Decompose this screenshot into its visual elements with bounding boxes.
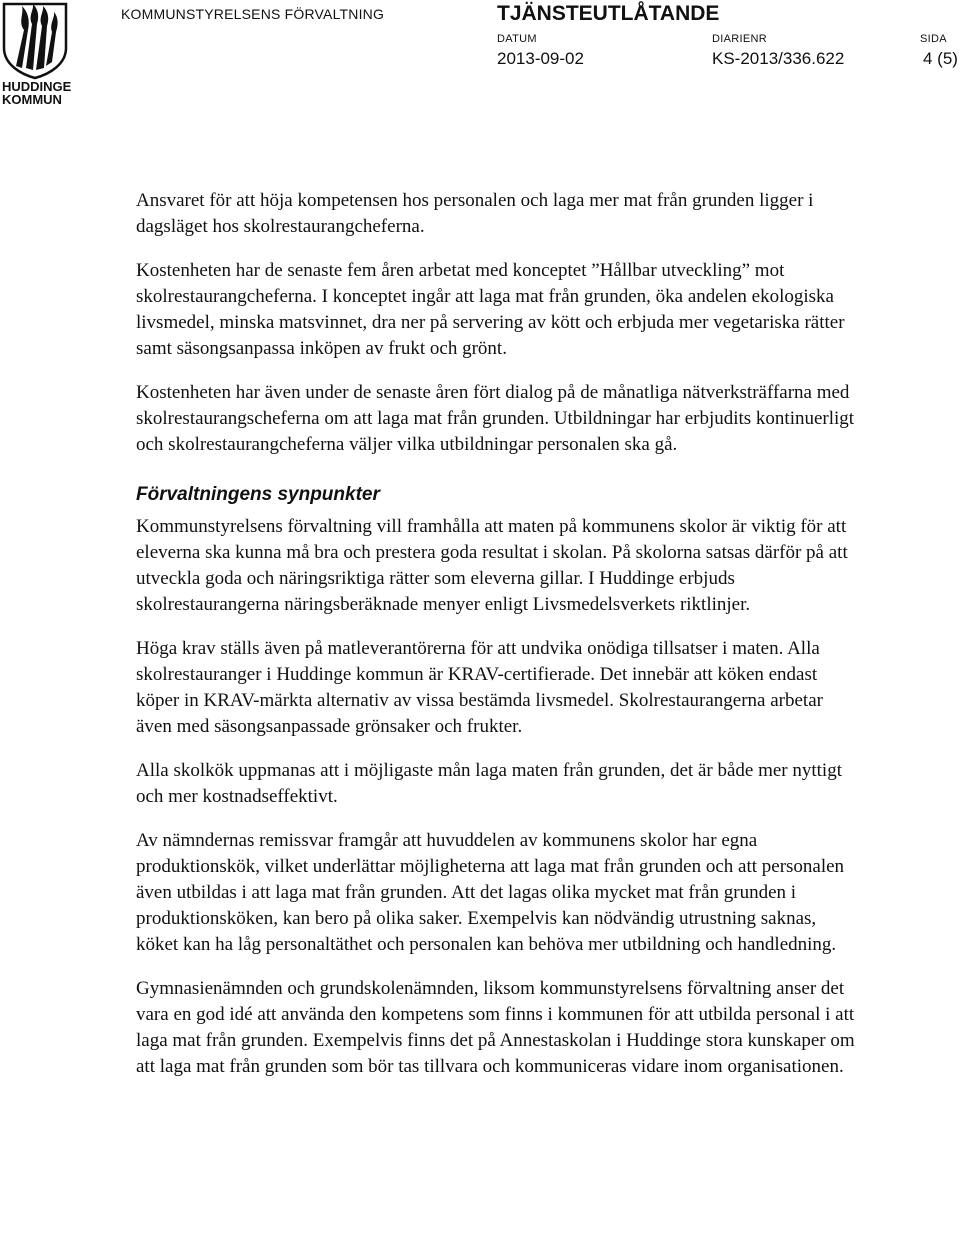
reference-label: DIARIENR [712,33,767,45]
paragraph: Kostenheten har de senaste fem åren arbetat med konceptet ”Hållbar utveckling” mot skolrestaurangcheferna. I konceptet ingår att laga mat från grunden, öka andelen ekologiska livsmedel, minska matsvinnet, dra ner på servering av kött och erbjuda mer vegetariska rätter samt säsongsanpassa inköpen av frukt och grönt. [136,260,845,359]
paragraph: Ansvaret för att höja kompetensen hos personalen och laga mer mat från grunden ligger i dagsläget hos skolrestaurangcheferna. [136,190,814,237]
municipality-logo [0,0,70,110]
page-number: 4 (5) [923,49,958,68]
reference-value: KS-2013/336.622 [712,49,845,68]
document-type: TJÄNSTEUTLÅTANDE [497,2,720,25]
date-label: DATUM [497,33,537,45]
paragraph: Gymnasienämnden och grundskolenämnden, liksom kommunstyrelsens förvaltning anser det vara en god idé att använda den kompetens som finns i kommunen för att utbilda personal i att laga mat från grunden. Exempelvis finns det på Annestaskolan i Huddinge stora kunskaper om att laga mat från grunden som bör tas tillvara och kommuniceras vidare inom organisationen. [136,978,855,1077]
paragraph: Höga krav ställs även på matleverantörerna för att undvika onödiga tillsatser i maten. Alla skolrestauranger i Huddinge kommun är KRAV-certifierade. Det innebär att köken endast köper in KRAV-märkta alternativ av vissa bestämda livsmedel. Skolrestaurangerna arbetar även med säsongsanpassade grönsaker och frukter. [136,638,823,737]
section-heading: Förvaltningens synpunkter [136,484,380,505]
paragraph: Alla skolkök uppmanas att i möjligaste mån laga maten från grunden, det är både mer nyttigt och mer kostnadseffektivt. [136,760,842,807]
logo-name-line1: HUDDINGE [2,79,72,94]
organization-name: KOMMUNSTYRELSENS FÖRVALTNING [121,6,385,22]
paragraph: Av nämndernas remissvar framgår att huvuddelen av kommunens skolor har egna produktionskök, vilket underlättar möjligheterna att laga mat från grunden och att personalen även utbildas i att laga mat från grunden. Att det lagas olika mycket mat från grunden i produktionsköken, kan bero på olika saker. Exempelvis kan nödvändig utrustning saknas, köket kan ha låg personaltäthet och personalen kan behöva mer utbildning och handledning. [136,830,845,955]
page-label: SIDA [920,33,947,45]
paragraph: Kostenheten har även under de senaste åren fört dialog på de månatliga nätverksträffarna med skolrestaurangscheferna om att laga mat från grunden. Utbildningar har erbjudits kontinuerligt och skolrestaurangcheferna väljer vilka utbildningar personalen ska gå. [136,382,855,455]
logo-name-line2: KOMMUN [2,92,62,107]
paragraph: Kommunstyrelsens förvaltning vill framhålla att maten på kommunens skolor är viktig för att eleverna ska kunna må bra och prestera goda resultat i skolan. På skolorna satsas därför på att utveckla goda och näringsriktiga rätter som eleverna gillar. I Huddinge erbjuds skolrestaurangerna näringsberäknade menyer enligt Livsmedelsverkets riktlinjer. [136,516,848,615]
date-value: 2013-09-02 [497,49,584,68]
document-body [136,188,856,1098]
coat-of-arms-icon [0,0,70,80]
